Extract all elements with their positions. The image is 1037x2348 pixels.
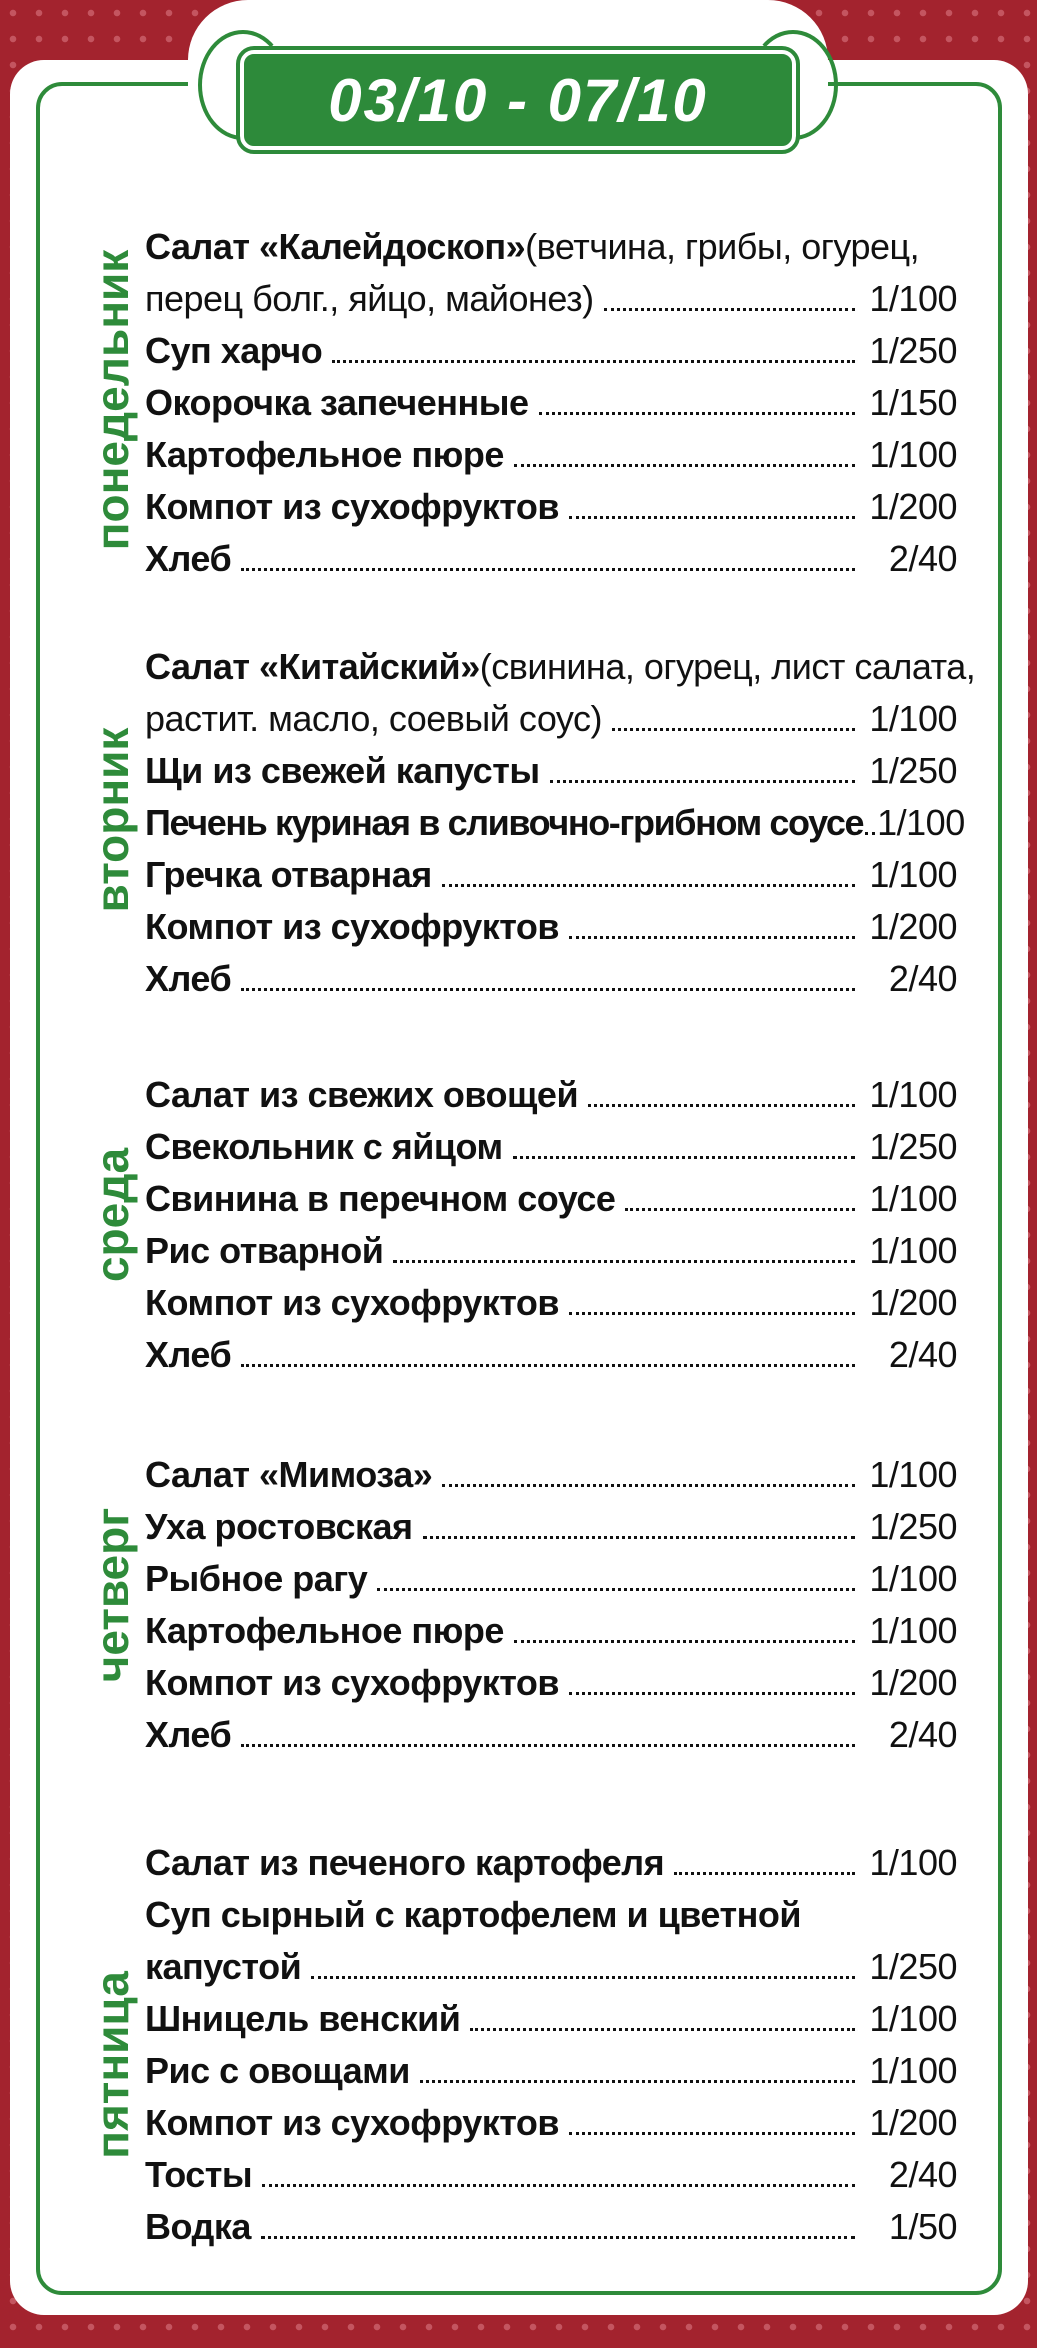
day-label-text: пятница xyxy=(86,1971,138,2159)
portion: 2/40 xyxy=(888,1334,957,1375)
dish-name: Компот из сухофруктов xyxy=(145,906,560,947)
menu-item xyxy=(145,528,957,580)
menu-item-line xyxy=(145,216,919,268)
menu-item xyxy=(145,1272,957,1324)
dot-leader xyxy=(539,412,855,415)
dish-name: Гречка отварная xyxy=(145,854,432,895)
dot-leader xyxy=(311,1976,855,1979)
portion: 1/50 xyxy=(888,2206,957,2247)
dish-description: (ветчина, грибы, огурец, xyxy=(525,226,920,267)
portion: 1/200 xyxy=(869,906,957,947)
portion: 1/200 xyxy=(869,1282,957,1323)
portion: 1/250 xyxy=(869,750,957,791)
portion: 1/200 xyxy=(869,1662,957,1703)
day-label-text: понедельник xyxy=(86,249,138,551)
dot-leader xyxy=(514,464,855,467)
menu-item-line xyxy=(145,1884,801,1936)
dish-name: Салат «Калейдоскоп» xyxy=(145,226,526,267)
portion: 1/100 xyxy=(869,1230,957,1271)
dot-leader xyxy=(569,516,855,519)
dot-leader xyxy=(241,988,855,991)
portion: 1/250 xyxy=(869,1506,957,1547)
dot-leader xyxy=(261,2236,855,2239)
portion: 1/200 xyxy=(869,486,957,527)
dot-leader xyxy=(423,1536,855,1539)
dish-name: Салат «Китайский» xyxy=(145,646,480,687)
menu-item xyxy=(145,896,957,948)
portion: 1/100 xyxy=(869,1454,957,1495)
portion: 1/100 xyxy=(869,1074,957,1115)
portion: 2/40 xyxy=(888,958,957,999)
dot-leader xyxy=(569,1312,855,1315)
menu-item xyxy=(145,1496,957,1548)
menu-item xyxy=(145,424,957,476)
dot-leader xyxy=(865,832,875,835)
dot-leader xyxy=(612,728,855,731)
dish-description: (свинина, огурец, лист салата, xyxy=(479,646,976,687)
dish-description: перец болг., яйцо, майонез) xyxy=(145,278,594,319)
dish-name: Компот из сухофруктов xyxy=(145,486,560,527)
menu-item xyxy=(145,1220,957,1272)
menu-item xyxy=(145,1832,957,1884)
dish-name: Уха ростовская xyxy=(145,1506,413,1547)
portion: 1/150 xyxy=(869,382,957,423)
dish-name: Хлеб xyxy=(145,958,232,999)
dish-name: Компот из сухофруктов xyxy=(145,1282,560,1323)
menu-item xyxy=(145,1444,957,1496)
dish-name: Картофельное пюре xyxy=(145,1610,504,1651)
portion: 1/100 xyxy=(869,434,957,475)
dish-name: Свинина в перечном соусе xyxy=(145,1178,616,1219)
portion: 1/100 xyxy=(869,1610,957,1651)
menu-item xyxy=(145,1652,957,1704)
menu-item xyxy=(145,2092,957,2144)
dot-leader xyxy=(588,1104,855,1107)
menu-item xyxy=(145,268,957,320)
dish-name: Водка xyxy=(145,2206,251,2247)
dish-name: Рис с овощами xyxy=(145,2050,410,2091)
portion: 1/250 xyxy=(869,1126,957,1167)
date-range-badge xyxy=(240,50,796,150)
dish-name: капустой xyxy=(145,1946,302,1987)
portion: 1/100 xyxy=(869,1998,957,2039)
portion: 2/40 xyxy=(888,1714,957,1755)
menu-item xyxy=(145,844,957,896)
portion: 2/40 xyxy=(888,538,957,579)
dot-leader xyxy=(625,1208,855,1211)
dish-name: Салат «Мимоза» xyxy=(145,1454,433,1495)
menu-item xyxy=(145,1116,957,1168)
dot-leader xyxy=(513,1156,855,1159)
dot-leader xyxy=(241,1744,855,1747)
portion: 1/100 xyxy=(869,698,957,739)
menu-item xyxy=(145,688,957,740)
menu-item xyxy=(145,1548,957,1600)
portion: 1/200 xyxy=(869,2102,957,2143)
portion: 1/100 xyxy=(869,1558,957,1599)
day-label-text: среда xyxy=(86,1147,138,1283)
dot-leader xyxy=(420,2080,855,2083)
dish-name: Рыбное рагу xyxy=(145,1558,368,1599)
portion: 1/100 xyxy=(877,802,965,843)
dish-name: Компот из сухофруктов xyxy=(145,2102,560,2143)
dot-leader xyxy=(569,936,855,939)
dot-leader xyxy=(604,308,855,311)
day-label-text: четверг xyxy=(86,1507,138,1683)
menu-item-line xyxy=(145,636,975,688)
portion: 1/100 xyxy=(869,1842,957,1883)
dish-name: Хлеб xyxy=(145,1334,232,1375)
menu-item xyxy=(145,1064,957,1116)
dish-name: Суп харчо xyxy=(145,330,323,371)
dot-leader xyxy=(550,780,855,783)
menu-item xyxy=(145,2196,957,2248)
dot-leader xyxy=(332,360,855,363)
dot-leader xyxy=(241,1364,855,1367)
dish-name: Хлеб xyxy=(145,1714,232,1755)
dish-description: растит. масло, соевый соус) xyxy=(145,698,603,739)
dish-name: Хлеб xyxy=(145,538,232,579)
dish-name: Рис отварной xyxy=(145,1230,384,1271)
dot-leader xyxy=(241,568,855,571)
dish-name: Салат из свежих овощей xyxy=(145,1074,579,1115)
dish-name: Шницель венский xyxy=(145,1998,461,2039)
portion: 2/40 xyxy=(888,2154,957,2195)
menu-item xyxy=(145,372,957,424)
menu-item xyxy=(145,1988,957,2040)
portion: 1/100 xyxy=(869,2050,957,2091)
portion: 1/250 xyxy=(869,1946,957,1987)
portion: 1/100 xyxy=(869,1178,957,1219)
portion: 1/100 xyxy=(869,278,957,319)
dish-name: Окорочка запеченные xyxy=(145,382,529,423)
dot-leader xyxy=(377,1588,855,1591)
dot-leader xyxy=(262,2184,855,2187)
menu-item xyxy=(145,2144,957,2196)
day-label-text: вторник xyxy=(86,727,138,913)
dot-leader xyxy=(569,2132,855,2135)
dish-name: Компот из сухофруктов xyxy=(145,1662,560,1703)
menu-item xyxy=(145,740,957,792)
menu-item xyxy=(145,792,965,844)
dish-name: Тосты xyxy=(145,2154,253,2195)
dish-name: Суп сырный с картофелем и цветной xyxy=(145,1894,801,1935)
dish-name: Щи из свежей капусты xyxy=(145,750,540,791)
dish-name: Картофельное пюре xyxy=(145,434,504,475)
menu-item xyxy=(145,1936,957,1988)
menu-item xyxy=(145,320,957,372)
menu-item xyxy=(145,948,957,1000)
dot-leader xyxy=(442,1484,855,1487)
dish-name: Печень куриная в сливочно-грибном соусе xyxy=(145,802,864,843)
dish-name: Свекольник с яйцом xyxy=(145,1126,503,1167)
dot-leader xyxy=(470,2028,855,2031)
menu-item xyxy=(145,1600,957,1652)
menu-item xyxy=(145,2040,957,2092)
portion: 1/100 xyxy=(869,854,957,895)
dot-leader xyxy=(442,884,855,887)
date-range-title: 03/10 - 07/10 xyxy=(328,66,708,134)
menu-item xyxy=(145,476,957,528)
menu-item xyxy=(145,1168,957,1220)
dot-leader xyxy=(393,1260,855,1263)
dot-leader xyxy=(514,1640,855,1643)
menu-item xyxy=(145,1704,957,1756)
portion: 1/250 xyxy=(869,330,957,371)
dot-leader xyxy=(674,1872,855,1875)
dot-leader xyxy=(569,1692,855,1695)
dish-name: Салат из печеного картофеля xyxy=(145,1842,665,1883)
menu-item xyxy=(145,1324,957,1376)
